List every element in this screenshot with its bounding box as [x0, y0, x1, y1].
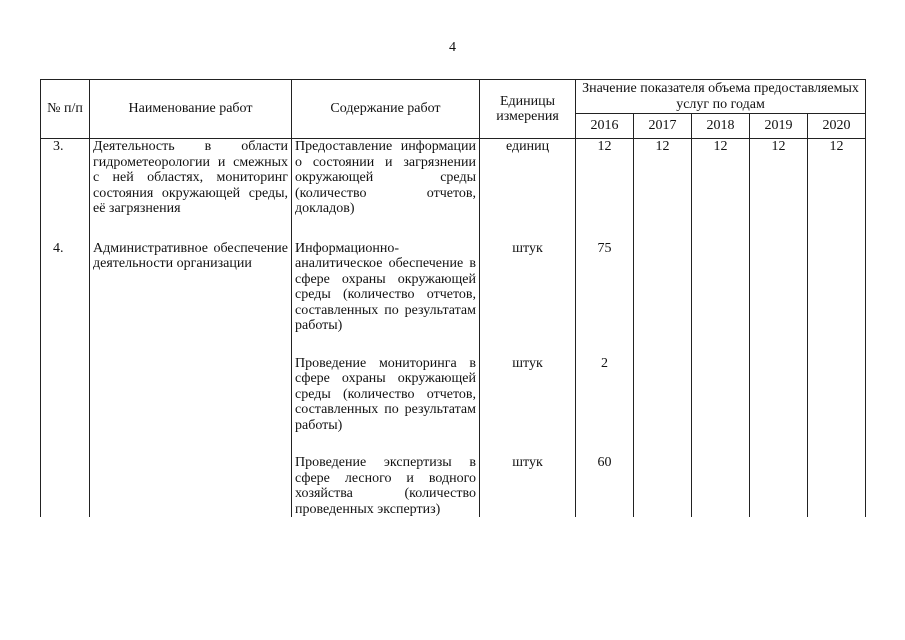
row-work-content: Проведение экспертизы в сфере лесного и водного хозяйства (количество проведенных экспертиз): [292, 455, 480, 517]
row-value-2019: [750, 356, 808, 434]
row-value-2020: [808, 356, 866, 434]
col-header-indicator: Значение показателя объема предоставляемых услуг по годам: [576, 80, 866, 114]
row-spacer: [41, 217, 866, 241]
row-spacer: [41, 334, 866, 356]
row-num: [41, 455, 90, 517]
row-unit: штук: [480, 356, 576, 434]
row-value-2016: 12: [576, 139, 634, 217]
table-row: [41, 241, 866, 334]
col-header-units: Единицы измерения: [480, 80, 576, 139]
col-header-year: 2019: [750, 114, 808, 139]
row-work-content: Предоставление информации о состоянии и загрязнении окружающей среды (количество отчетов, докладов): [292, 139, 480, 217]
row-value-2019: [750, 455, 808, 517]
col-header-year: 2018: [692, 114, 750, 139]
row-value-2020: 12: [808, 139, 866, 217]
col-header-year: 2020: [808, 114, 866, 139]
row-value-2017: [634, 455, 692, 517]
row-value-2020: [808, 455, 866, 517]
row-value-2016: 2: [576, 356, 634, 434]
row-value-2019: 12: [750, 139, 808, 217]
col-header-year: 2017: [634, 114, 692, 139]
row-work-content: Информационно-аналитическое обеспечение в сфере охраны окружающей среды (количество отчетов, составленных по результатам работы): [292, 241, 480, 334]
row-value-2017: [634, 356, 692, 434]
row-unit: штук: [480, 455, 576, 517]
col-header-year: 2016: [576, 114, 634, 139]
row-num: 3.: [41, 139, 90, 217]
row-work-name: [90, 356, 292, 434]
row-value-2017: 12: [634, 139, 692, 217]
row-num: [41, 356, 90, 434]
row-unit: единиц: [480, 139, 576, 217]
row-num: 4.: [41, 241, 90, 334]
row-work-name: Административное обеспечение деятельности организации: [90, 241, 292, 334]
row-value-2018: 12: [692, 139, 750, 217]
services-table: [40, 79, 866, 517]
row-value-2017: [634, 241, 692, 334]
row-value-2020: [808, 241, 866, 334]
row-spacer: [41, 433, 866, 455]
col-header-work-name: Наименование работ: [90, 80, 292, 139]
col-header-num: № п/п: [41, 80, 90, 139]
row-work-name: [90, 455, 292, 517]
col-header-work-content: Содержание работ: [292, 80, 480, 139]
row-value-2019: [750, 241, 808, 334]
row-value-2016: 60: [576, 455, 634, 517]
row-work-name: Деятельность в области гидрометеорологии и смежных с ней областях, мониторинг состояния окружающей среды, её загрязнения: [90, 139, 292, 217]
row-work-content: Проведение мониторинга в сфере охраны окружающей среды (количество отчетов, составленных по результатам работы): [292, 356, 480, 434]
row-value-2018: [692, 455, 750, 517]
row-value-2018: [692, 241, 750, 334]
row-value-2018: [692, 356, 750, 434]
row-unit: штук: [480, 241, 576, 334]
table-row: [41, 356, 866, 434]
row-value-2016: 75: [576, 241, 634, 334]
page-number: 4: [449, 40, 456, 55]
table-row: [41, 455, 866, 517]
table-row: [41, 139, 866, 217]
